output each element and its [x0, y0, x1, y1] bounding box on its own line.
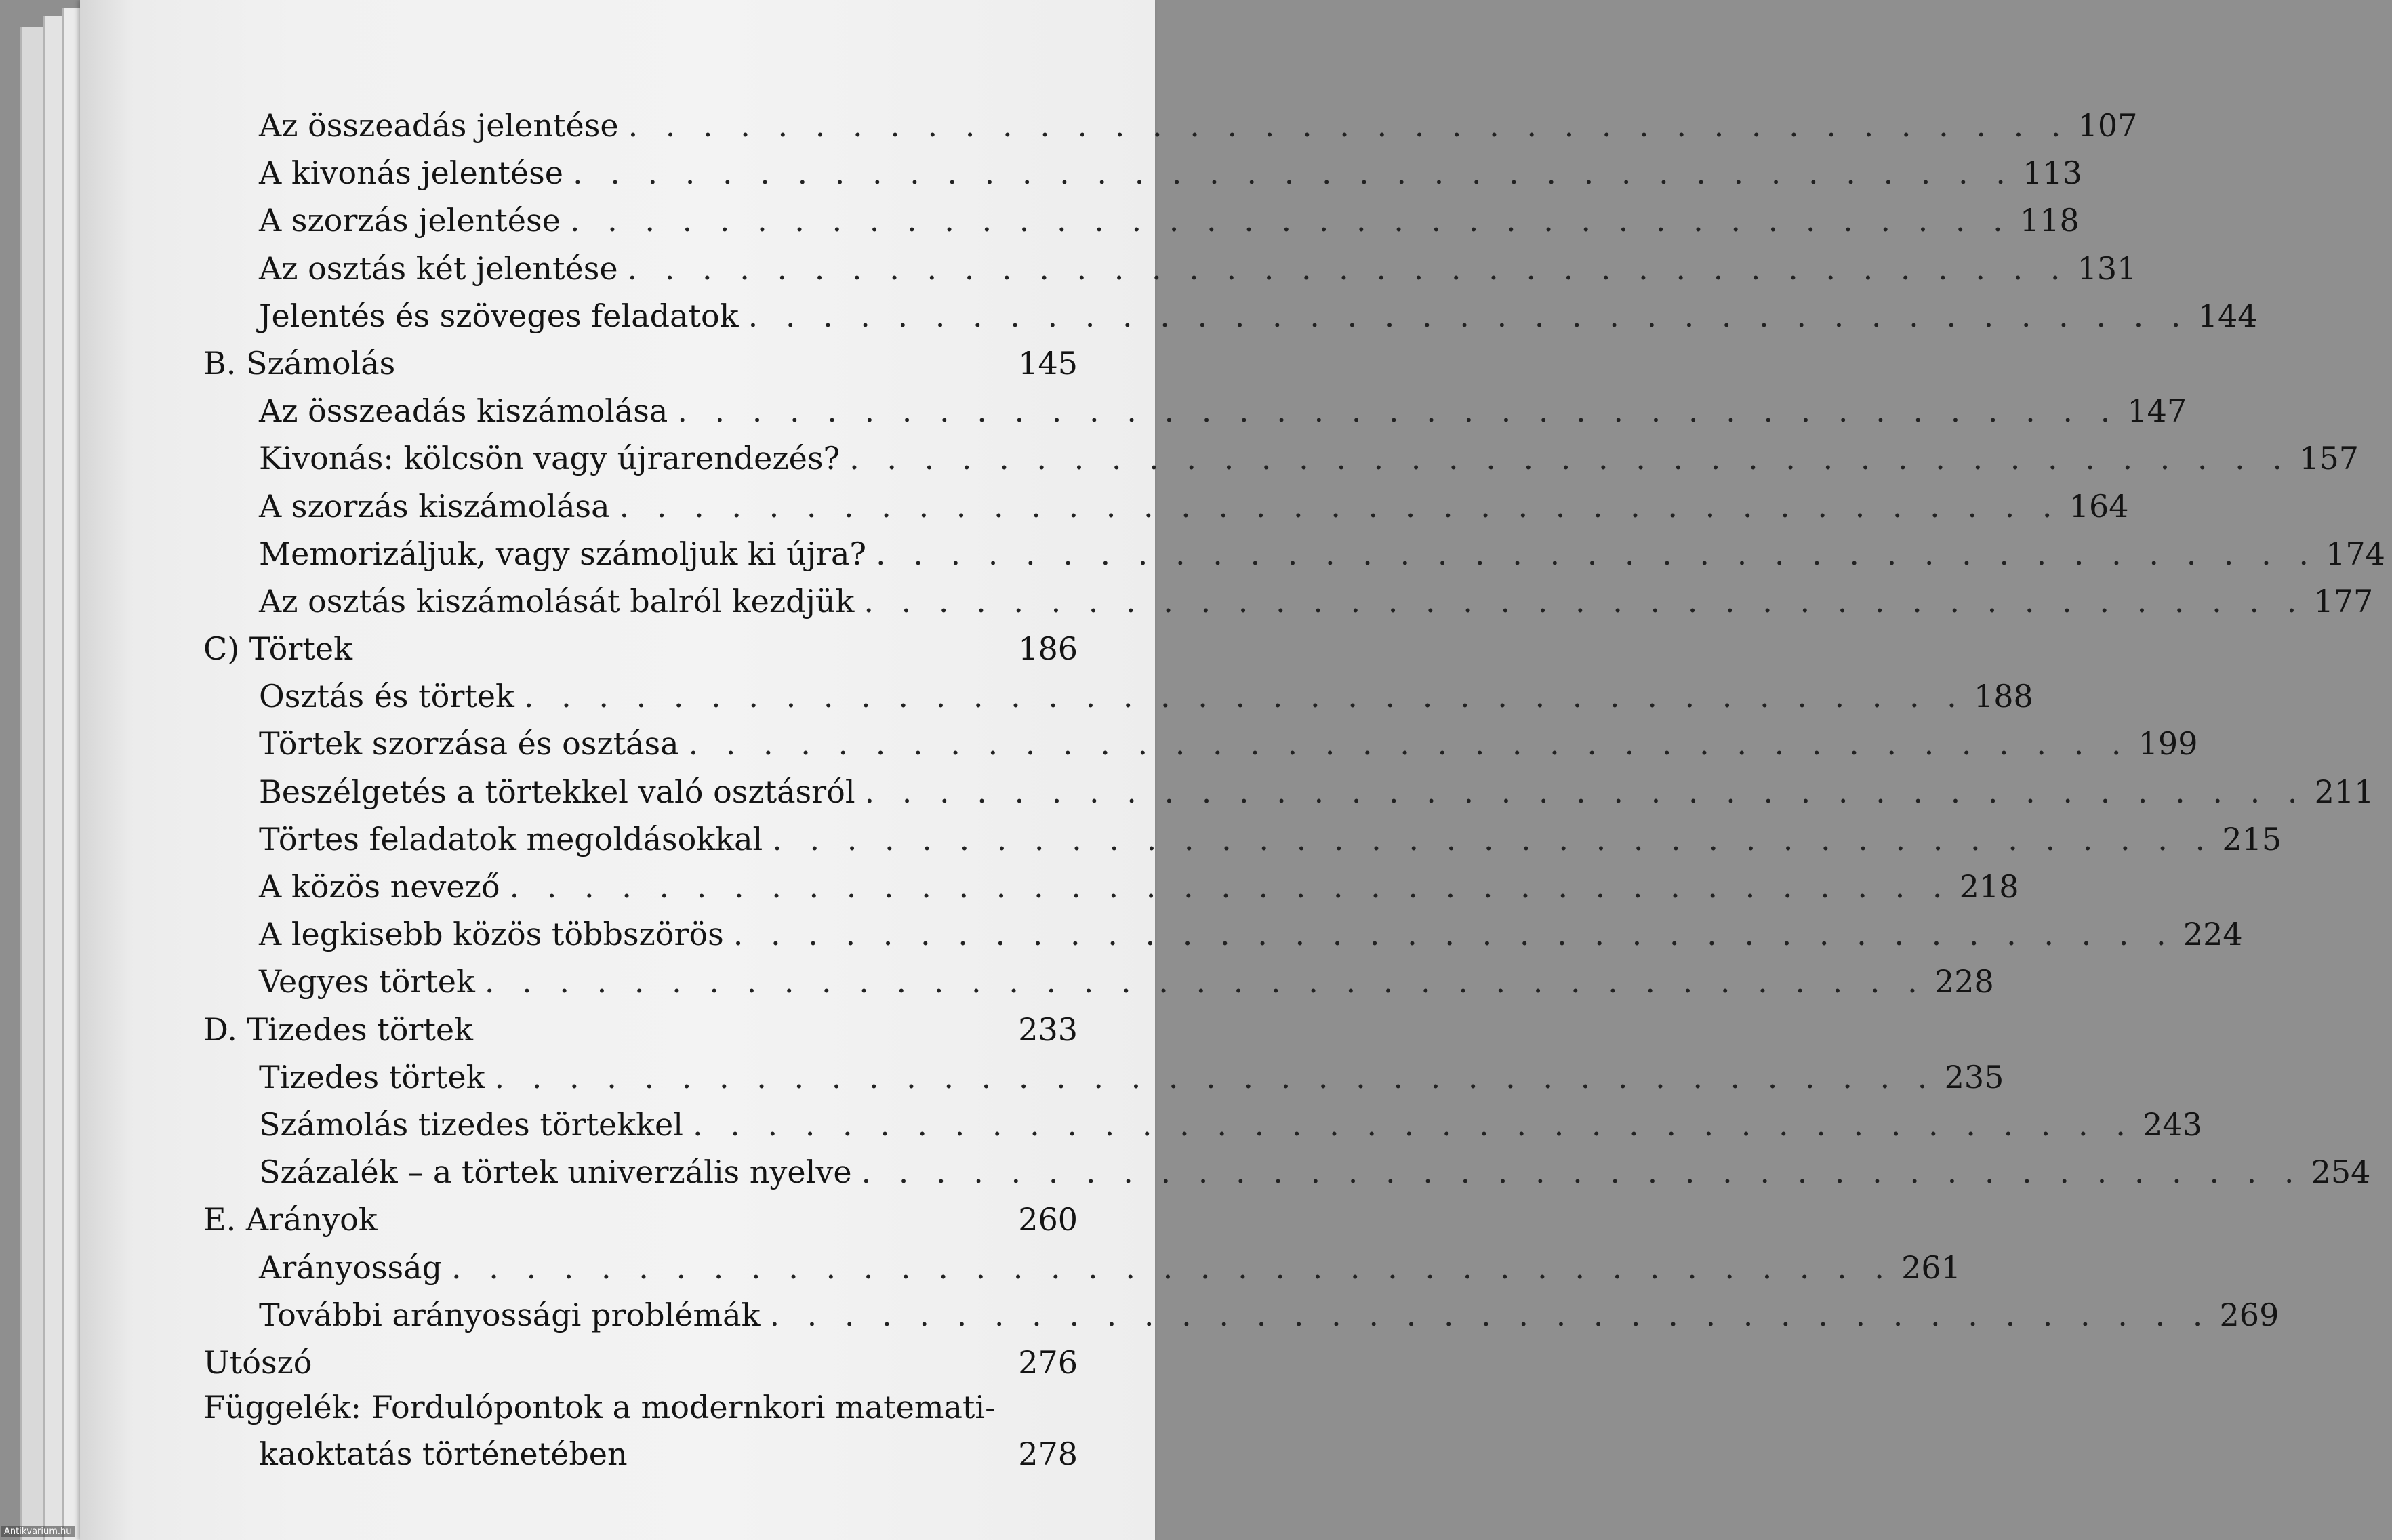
toc-page-number: 147 [2127, 392, 2187, 430]
toc-entry-title: A legkisebb közös többszörös [259, 916, 724, 953]
toc-entry-title: Osztás és törtek [259, 678, 514, 715]
toc-section-title: B. Számolás [203, 344, 396, 382]
toc-section-heading [203, 1196, 1084, 1243]
toc-leader-dots: . . . . . . . . . . . . . . . . . . . . . . . . . . . . . . . . . . . . . . . [692, 1106, 2134, 1143]
toc-entry [203, 910, 2243, 958]
toc-page-number: 233 [1018, 1011, 1078, 1048]
toc-entry [203, 483, 2129, 530]
toc-entry [203, 768, 2374, 815]
toc-leader-dots: . . . . . . . . . . . . . . . . . . . . . . . . . . . . . . . . . . . . . . . [861, 1154, 2303, 1191]
toc-page-number: 260 [1018, 1201, 1078, 1238]
toc-page-number: 215 [2222, 820, 2282, 857]
toc-entry-title: Számolás tizedes törtekkel [259, 1106, 683, 1143]
toc-entry-title: Beszélgetés a törtekkel való osztásról [259, 773, 855, 810]
toc-section-heading [203, 1339, 1084, 1386]
toc-entry [203, 197, 2080, 244]
toc-section-title: E. Arányok [203, 1201, 378, 1238]
toc-entry [203, 149, 2082, 197]
toc-appendix-line-2 [203, 1428, 1084, 1480]
toc-page-number: 235 [1944, 1058, 2004, 1095]
toc-page-number: 145 [1018, 344, 1078, 382]
toc-entry-title: A közös nevező [259, 868, 500, 905]
toc-appendix-title-continued: kaoktatás történetében [259, 1436, 628, 1473]
toc-entry [203, 245, 2137, 292]
toc-entry [203, 1291, 2279, 1339]
toc-entry-title: Tizedes törtek [259, 1058, 485, 1095]
toc-entry [203, 530, 2385, 578]
toc-page-number: 131 [2077, 249, 2137, 287]
toc-entry-title: Jelentés és szöveges feladatok [259, 297, 739, 334]
toc-page-number: 261 [1901, 1249, 1961, 1286]
toc-entry [203, 578, 2374, 625]
toc-page-number: 243 [2143, 1106, 2202, 1143]
toc-page-number: 228 [1934, 963, 1994, 1000]
toc-page-number: 254 [2311, 1154, 2371, 1191]
toc-entry [203, 1244, 1961, 1291]
toc-page-number: 164 [2069, 487, 2129, 525]
toc-entry-title: A szorzás kiszámolása [259, 487, 610, 525]
toc-leader-dots: . . . . . . . . . . . . . . . . . . . . . . . . . . . . . . . . . . . . . . . [619, 487, 2061, 525]
toc-leader-dots: . . . . . . . . . . . . . . . . . . . . . . . . . . . . . . . . . . . . . . . [772, 820, 2214, 857]
toc-entry [203, 863, 2019, 910]
toc-entry [203, 1053, 2004, 1101]
toc-appendix-title: Függelék: Fordulópontok a modernkori matemati- [203, 1389, 996, 1426]
toc-entry [203, 1148, 2371, 1196]
toc-page-number: 157 [2299, 440, 2359, 477]
toc-page-number: 224 [2183, 916, 2243, 953]
toc-entry-title: A szorzás jelentése [259, 202, 561, 239]
toc-page-number: 199 [2138, 725, 2198, 763]
toc-page-number: 218 [1959, 868, 2019, 905]
toc-entry-title: A kivonás jelentése [259, 155, 563, 192]
toc-entry-title: Az osztás két jelentése [259, 249, 618, 287]
toc-section-heading [203, 340, 1084, 387]
toc-leader-dots: . . . . . . . . . . . . . . . . . . . . . . . . . . . . . . . . . . . . . . . [769, 1296, 2212, 1333]
toc-page-number: 186 [1018, 630, 1078, 668]
toc-page-number: 211 [2314, 773, 2374, 810]
toc-page-number: 174 [2326, 535, 2385, 572]
toc-entry-title: Az összeadás kiszámolása [259, 392, 668, 430]
toc-leader-dots: . . . . . . . . . . . . . . . . . . . . . . . . . . . . . . . . . . . . . . . [494, 1058, 1937, 1095]
toc-entry-title: Arányosság [259, 1249, 443, 1286]
toc-leader-dots: . . . . . . . . . . . . . . . . . . . . . . . . . . . . . . . . . . . . . . . [509, 868, 1951, 905]
toc-entry [203, 387, 2187, 434]
toc-page-number: 188 [1974, 678, 2033, 715]
toc-leader-dots: . . . . . . . . . . . . . . . . . . . . . . . . . . . . . . . . . . . . . . . [484, 963, 1926, 1000]
toc-leader-dots: . . . . . . . . . . . . . . . . . . . . . . . . . . . . . . . . . . . . . . . [864, 773, 2307, 810]
toc-entry-title: Törtek szorzása és osztása [259, 725, 679, 763]
toc-leader-dots: . . . . . . . . . . . . . . . . . . . . . . . . . . . . . . . . . . . . . . . [748, 297, 2190, 334]
toc-leader-dots: . . . . . . . . . . . . . . . . . . . . . . . . . . . . . . . . . . . . . . . [569, 202, 2012, 239]
toc-entry-title: Törtes feladatok megoldásokkal [259, 820, 763, 857]
toc-page-number: 276 [1018, 1343, 1078, 1381]
toc-entry [203, 1101, 2202, 1148]
toc-entry [203, 958, 1994, 1005]
table-of-contents [203, 102, 2385, 1480]
toc-leader-dots: . . . . . . . . . . . . . . . . . . . . . . . . . . . . . . . . . . . . . . . [628, 107, 2070, 144]
toc-entry-title: Vegyes törtek [259, 963, 475, 1000]
toc-section-heading [203, 625, 1084, 672]
toc-leader-dots: . . . . . . . . . . . . . . . . . . . . . . . . . . . . . . . . . . . . . . . [572, 155, 2014, 192]
toc-entry-title: További arányossági problémák [259, 1296, 761, 1333]
toc-leader-dots: . . . . . . . . . . . . . . . . . . . . . . . . . . . . . . . . . . . . . . . [849, 440, 2292, 477]
toc-page-number: 118 [2019, 202, 2080, 239]
toc-entry [203, 434, 2359, 482]
toc-leader-dots: . . . . . . . . . . . . . . . . . . . . . . . . . . . . . . . . . . . . . . . [688, 725, 2130, 763]
toc-page-number: 107 [2077, 107, 2138, 144]
toc-leader-dots: . . . . . . . . . . . . . . . . . . . . . . . . . . . . . . . . . . . . . . . [523, 678, 1966, 715]
toc-leader-dots: . . . . . . . . . . . . . . . . . . . . . . . . . . . . . . . . . . . . . . . [733, 916, 2175, 953]
toc-section-heading [203, 1006, 1084, 1053]
toc-page-number: 113 [2023, 155, 2082, 192]
toc-page-number: 269 [2219, 1296, 2279, 1333]
toc-leader-dots: . . . . . . . . . . . . . . . . . . . . . . . . . . . . . . . . . . . . . . . [627, 249, 2069, 287]
toc-entry [203, 102, 2138, 149]
toc-page-number: 177 [2313, 582, 2374, 620]
toc-appendix-line-1 [203, 1386, 1084, 1428]
toc-leader-dots: . . . . . . . . . . . . . . . . . . . . . . . . . . . . . . . . . . . . . . . [677, 392, 2120, 430]
toc-entry-title: Memorizáljuk, vagy számoljuk ki újra? [259, 535, 867, 572]
toc-section-title: Utószó [203, 1343, 312, 1381]
toc-leader-dots: . . . . . . . . . . . . . . . . . . . . . . . . . . . . . . . . . . . . . . . [876, 535, 2317, 572]
toc-entry [203, 815, 2282, 863]
toc-leader-dots: . . . . . . . . . . . . . . . . . . . . . . . . . . . . . . . . . . . . . . . [864, 582, 2306, 620]
toc-leader-dots: . . . . . . . . . . . . . . . . . . . . . . . . . . . . . . . . . . . . . . . [451, 1249, 1893, 1286]
toc-section-title: D. Tizedes törtek [203, 1011, 473, 1048]
toc-entry-title: Százalék – a törtek univerzális nyelve [259, 1154, 852, 1191]
toc-section-title: C) Törtek [203, 630, 352, 668]
watermark: Antikvarium.hu [1, 1526, 75, 1537]
toc-page-number: 278 [1018, 1436, 1078, 1473]
toc-entry-title: Kivonás: kölcsön vagy újrarendezés? [259, 440, 840, 477]
toc-entry-title: Az összeadás jelentése [259, 107, 619, 144]
toc-entry [203, 672, 2033, 720]
toc-entry [203, 292, 2258, 340]
toc-entry [203, 720, 2198, 767]
toc-entry-title: Az osztás kiszámolását balról kezdjük [259, 582, 855, 620]
toc-page-number: 144 [2197, 297, 2258, 334]
